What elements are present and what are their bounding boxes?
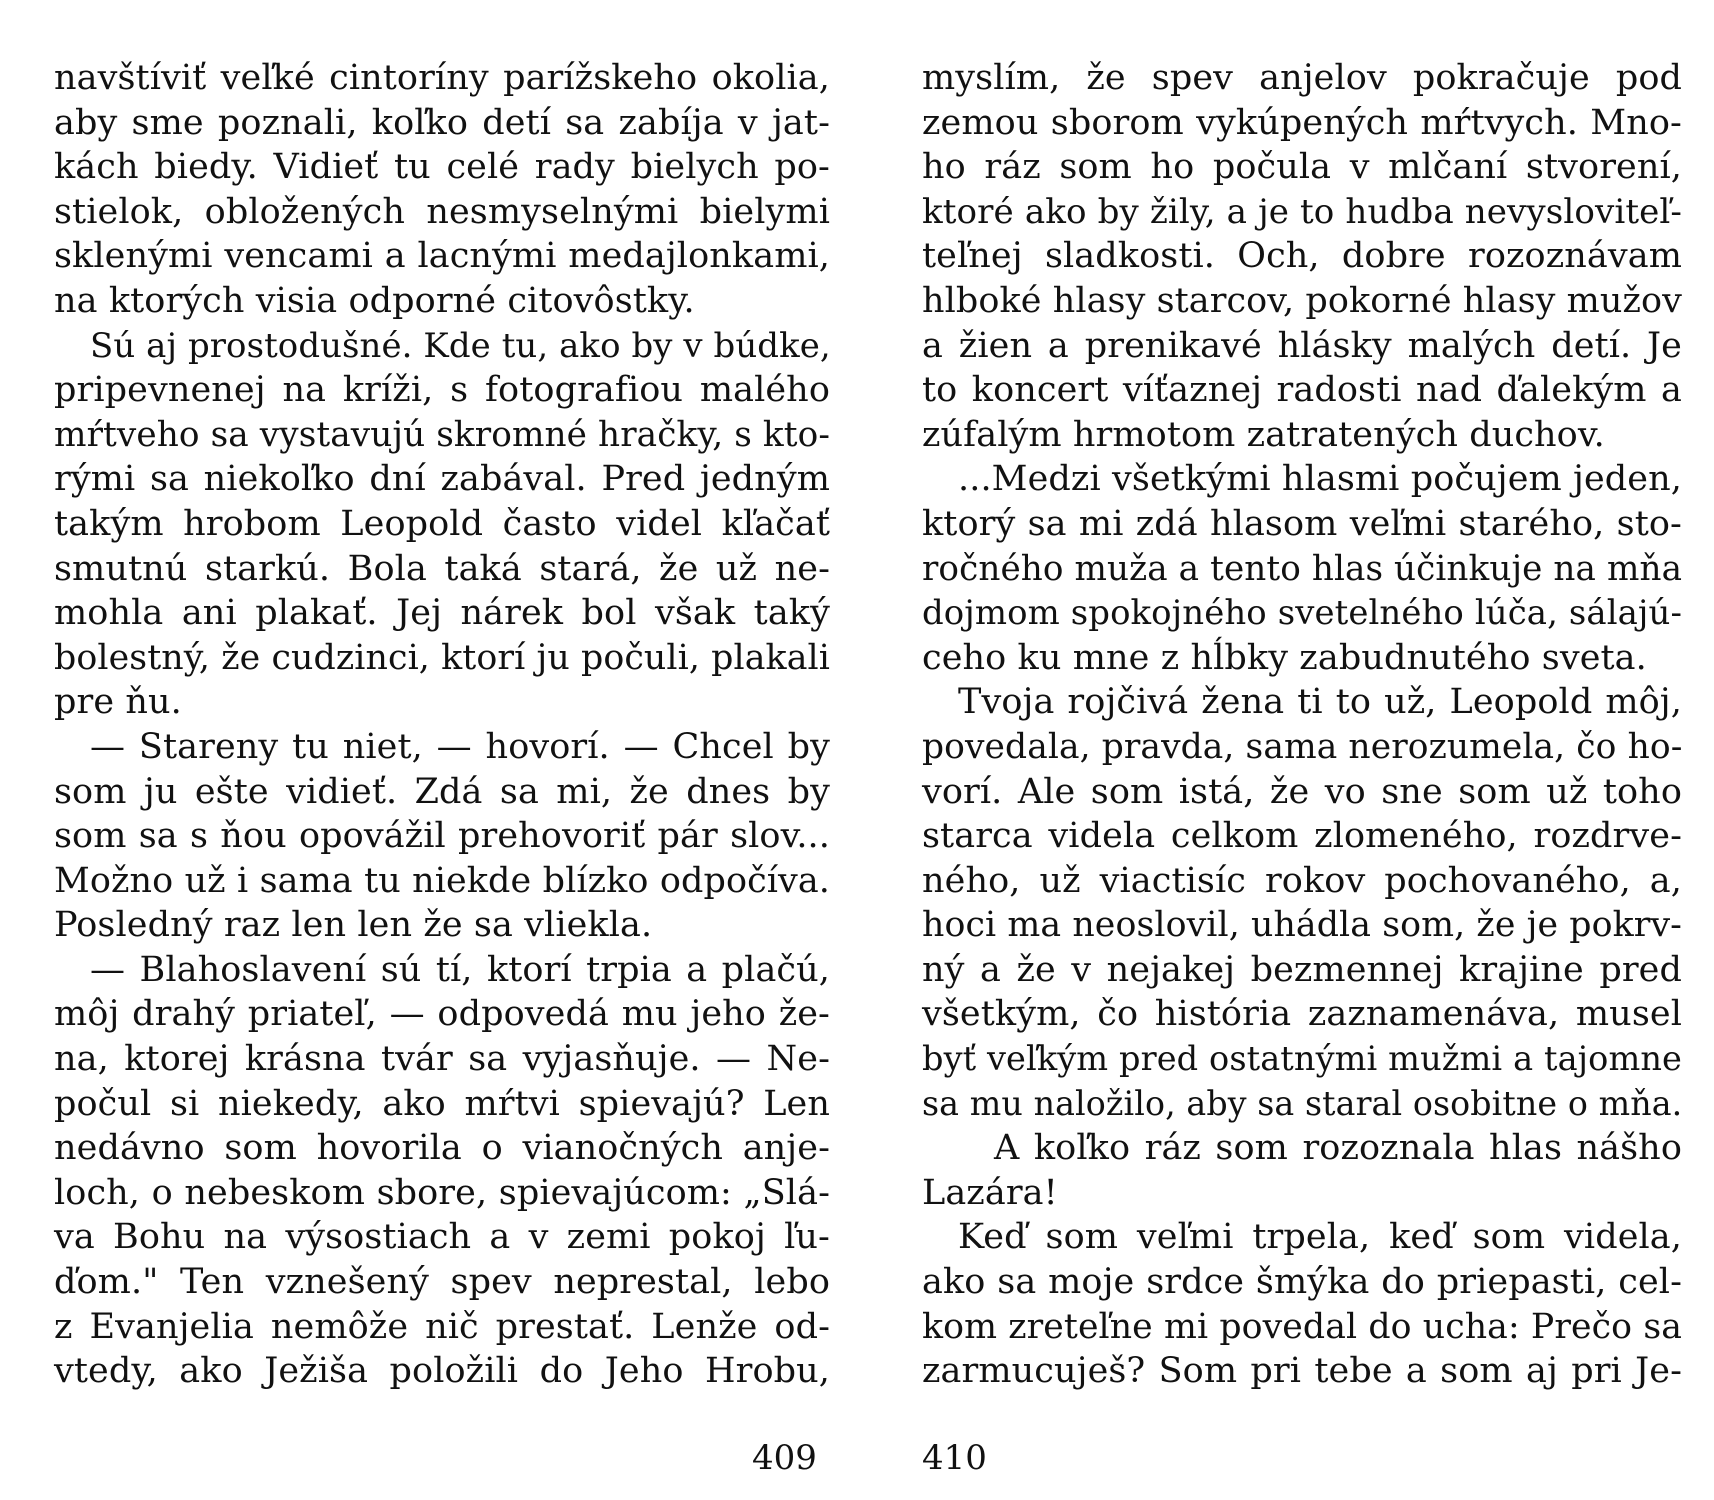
text-line: smutnú starkú. Bola taká stará, že už ne-	[54, 548, 830, 589]
text-line: na, ktorej krásna tvár sa vyjasňuje. — Ne-	[54, 1039, 830, 1080]
text-line: Posledný raz len len že sa vliekla.	[54, 905, 653, 946]
text-line: počul si niekedy, ako mŕtvi spievajú? Len	[54, 1083, 830, 1124]
text-line: hlboké hlasy starcov, pokorné hlasy mužov	[922, 280, 1682, 321]
text-line: Možno už i sama tu niekde blízko odpočíva.	[54, 860, 830, 901]
text-line: ktoré ako by žily, a je to hudba nevysloviteľ-	[922, 191, 1682, 232]
text-line: ného, už viactisíc rokov pochovaného, a,	[922, 860, 1682, 901]
text-line: rými sa niekoľko dní zabával. Pred jedným	[54, 459, 830, 500]
text-line: stielok, obložených nesmyselnými bielymi	[54, 191, 830, 232]
text-line: na ktorých visia odporné citovôstky.	[54, 280, 695, 321]
text-line: sklenými vencami a lacnými medajlonkami,	[54, 236, 830, 277]
text-line: a žien a prenikavé hlásky malých detí. Je	[922, 325, 1682, 366]
text-line: povedala, pravda, sama nerozumela, čo ho-	[922, 726, 1683, 767]
text-line: zemou sborom vykúpených mŕtvych. Mno-	[922, 102, 1682, 143]
text-line: ďom." Ten vznešený spev neprestal, lebo	[54, 1262, 830, 1303]
text-line: Sú aj prostodušné. Kde tu, ako by v búdke,	[90, 325, 831, 365]
text-line: teľnej sladkosti. Och, dobre rozoznávam	[922, 236, 1682, 277]
text-line: to koncert víťaznej radosti nad ďalekým a	[922, 370, 1682, 411]
text-line: zarmucuješ? Som pri tebe a som aj pri Je-	[922, 1351, 1682, 1392]
text-line: loch, o nebeskom sbore, spievajúcom: „Slá-	[54, 1172, 830, 1213]
text-line: Tvoja rojčivá žena ti to už, Leopold môj,	[958, 682, 1682, 723]
text-line: — Stareny tu niet, — hovorí. — Chcel by	[90, 726, 830, 767]
text-line: myslím, že spev anjelov pokračuje pod	[922, 58, 1682, 98]
text-line: z Evanjelia nemôže nič prestať. Lenže od-	[54, 1306, 830, 1347]
text-line: dojmom spokojného svetelného lúča, sálajú-	[922, 593, 1682, 633]
text-line: vtedy, ako Ježiša položili do Jeho Hrobu,	[54, 1351, 830, 1392]
text-line: Lazára!	[922, 1172, 1058, 1213]
text-line: bolestný, že cudzinci, ktorí ju počuli, plakali	[54, 637, 830, 678]
text-line: pripevnenej na kríži, s fotografiou malého	[54, 370, 830, 411]
text-line: môj drahý priateľ, — odpovedá mu jeho že-	[54, 994, 830, 1035]
text-line: A koľko ráz som rozoznala hlas nášho	[994, 1128, 1682, 1169]
text-line: navštíviť veľké cintoríny parížskeho okolia,	[54, 58, 830, 98]
text-line: ktorý sa mi zdá hlasom veľmi starého, sto-	[922, 503, 1682, 544]
text-line: vorí. Ale som istá, že vo sne som už toho	[922, 771, 1682, 812]
text-line: pre ňu.	[54, 682, 182, 723]
text-line: ročného muža a tento hlas účinkuje na mňa	[922, 548, 1683, 589]
text-line: va Bohu na výsostiach a v zemi pokoj ľu-	[54, 1217, 830, 1258]
text-line: kách biedy. Vidieť tu celé rady bielych po-	[54, 147, 830, 188]
text-line: mohla ani plakať. Jej nárek bol však taký	[54, 593, 830, 634]
text-line: — Blahoslavení sú tí, ktorí trpia a plačú,	[90, 949, 830, 990]
text-line: ako sa moje srdce šmýka do priepasti, cel-	[922, 1262, 1682, 1303]
text-line: ho ráz som ho počula v mlčaní stvorení,	[922, 147, 1682, 188]
text-line: mŕtveho sa vystavujú skromné hračky, s kto-	[54, 414, 830, 455]
text-line: zúfalým hrmotom zatratených duchov.	[922, 414, 1605, 455]
text-line: nedávno som hovorila o vianočných anje-	[54, 1128, 830, 1169]
text-line: som sa s ňou opovážil prehovoriť pár slov...	[54, 816, 830, 857]
text-line: hoci ma neoslovil, uhádla som, že je pokrv-	[922, 905, 1682, 946]
text-line: aby sme poznali, koľko detí sa zabíja v jat-	[54, 102, 830, 143]
text-line: byť veľkým pred ostatnými mužmi a tajomne	[922, 1039, 1682, 1079]
right-page-number: 410	[922, 1438, 987, 1478]
text-line: ceho ku mne z hĺbky zabudnutého sveta.	[922, 637, 1647, 678]
right-page-text	[922, 56, 1682, 1394]
text-line: som ju ešte vidieť. Zdá sa mi, že dnes by	[54, 771, 830, 812]
text-line: sa mu naložilo, aby sa staral osobitne o mňa.	[922, 1083, 1683, 1123]
left-page-number: 409	[752, 1438, 817, 1478]
text-line: takým hrobom Leopold často videl kľačať	[54, 503, 830, 544]
text-line: ný a že v nejakej bezmennej krajine pred	[922, 949, 1682, 990]
text-line: kom zreteľne mi povedal do ucha: Prečo sa	[922, 1306, 1682, 1347]
text-line: Keď som veľmi trpela, keď som videla,	[958, 1217, 1682, 1258]
text-line: ...Medzi všetkými hlasmi počujem jeden,	[958, 459, 1682, 500]
text-line: starca videla celkom zlomeného, rozdrve-	[922, 816, 1682, 857]
left-page-text	[54, 56, 830, 1394]
text-line: všetkým, čo história zaznamenáva, musel	[922, 994, 1682, 1035]
